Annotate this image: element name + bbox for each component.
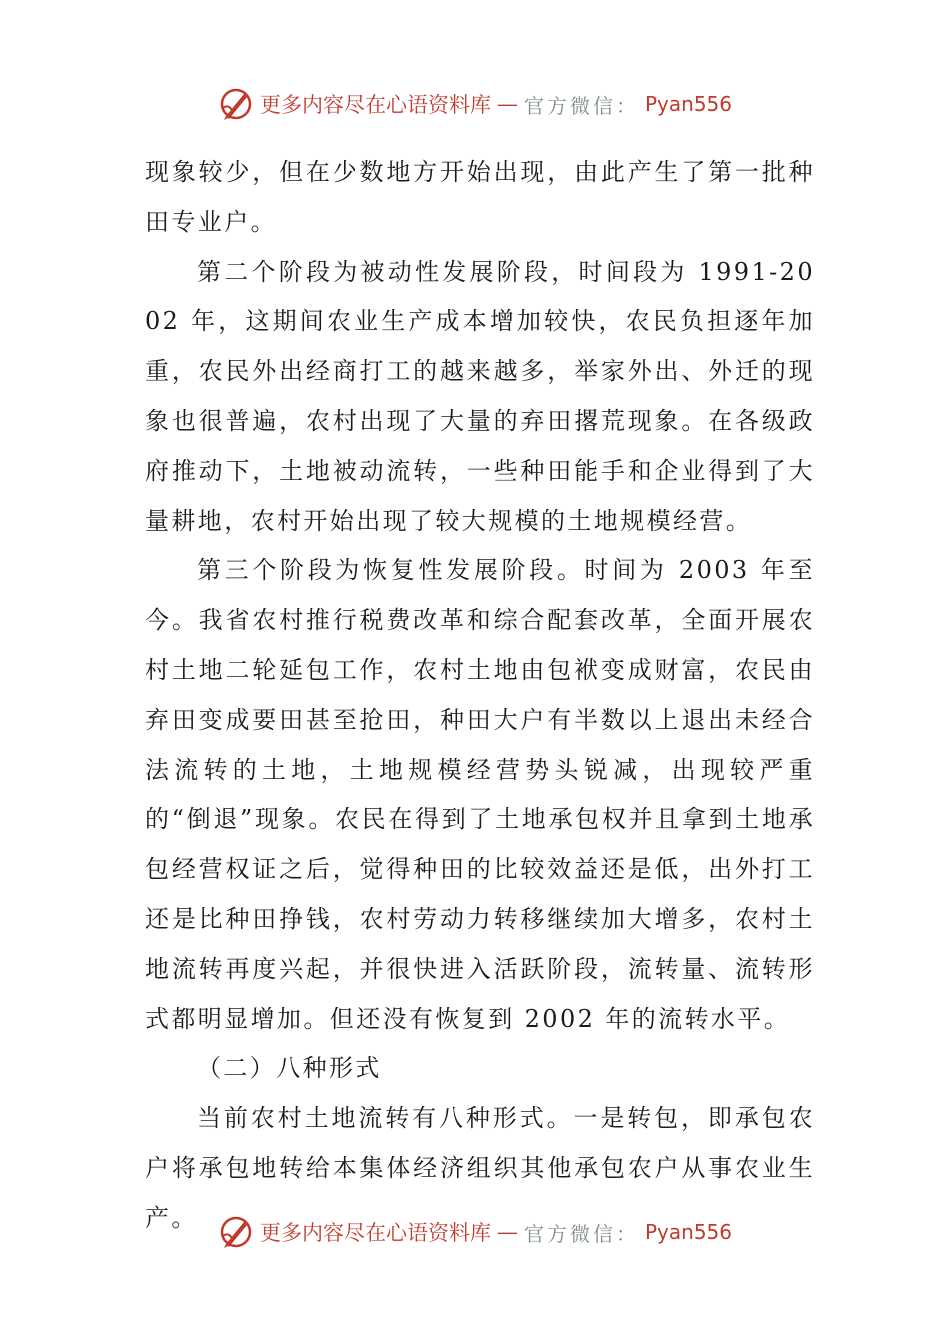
paragraph-stage-three: 第三个阶段为恢复性发展阶段。时间为 2003 年至今。我省农村推行税费改革和综合配套改革，全面开展农村土地二轮延包工作，农村土地由包袱变成财富，农民由弃田变成要田甚至抢田，种田大户有半数以上退出未经合法流转的土地，土地规模经营势头锐减，出现较严重的“倒退”现象。农民在得到了土地承包权并且拿到土地承包经营权证之后，觉得种田的比较效益还是低，出外打工还是比种田挣钱，农村劳动力转移继续加大增多，农村土地流转再度兴起，并很快进入活跃阶段，流转量、流转形式都明显增加。但还没有恢复到 2002 年的流转水平。 [145,556,815,1033]
watermark-footer [0,1214,950,1250]
section-heading: （二）八种形式 [197,1054,382,1083]
pen-logo-icon [218,86,254,122]
watermark-dash: — [496,1220,518,1244]
paragraph-continuation: 现象较少，但在少数地方开始出现，由此产生了第一批种田专业户。 [145,158,815,236]
paragraph-stage-two: 第二个阶段为被动性发展阶段，时间段为 1991-2002 年，这期间农业生产成本增加较快，农民负担逐年加重，农民外出经商打工的越来越多，举家外出、外迁的现象也很普遍，农村出现了大量的弃田撂荒现象。在各级政府推动下，土地被动流转，一些种田能手和企业得到了大量耕地，农村开始出现了较大规模的土地规模经营。 [145,257,815,535]
document-body [145,148,815,1244]
watermark-official-label: 官方微信： [523,93,639,118]
watermark-header [0,86,950,122]
watermark-brand: 更多内容尽在心语资料库 [259,1221,491,1245]
pen-logo-icon [218,1214,254,1250]
watermark-official-label: 官方微信： [523,1221,639,1246]
watermark-dash: — [496,92,518,116]
paragraph-eight-forms: 当前农村土地流转有八种形式。一是转包，即承包农户将承包地转给本集体经济组织其他承包农户从事农业生产。 [145,1104,815,1232]
watermark-brand: 更多内容尽在心语资料库 [259,93,491,117]
watermark-wechat-id: Pyan556 [644,92,732,116]
watermark-wechat-id: Pyan556 [644,1220,732,1244]
